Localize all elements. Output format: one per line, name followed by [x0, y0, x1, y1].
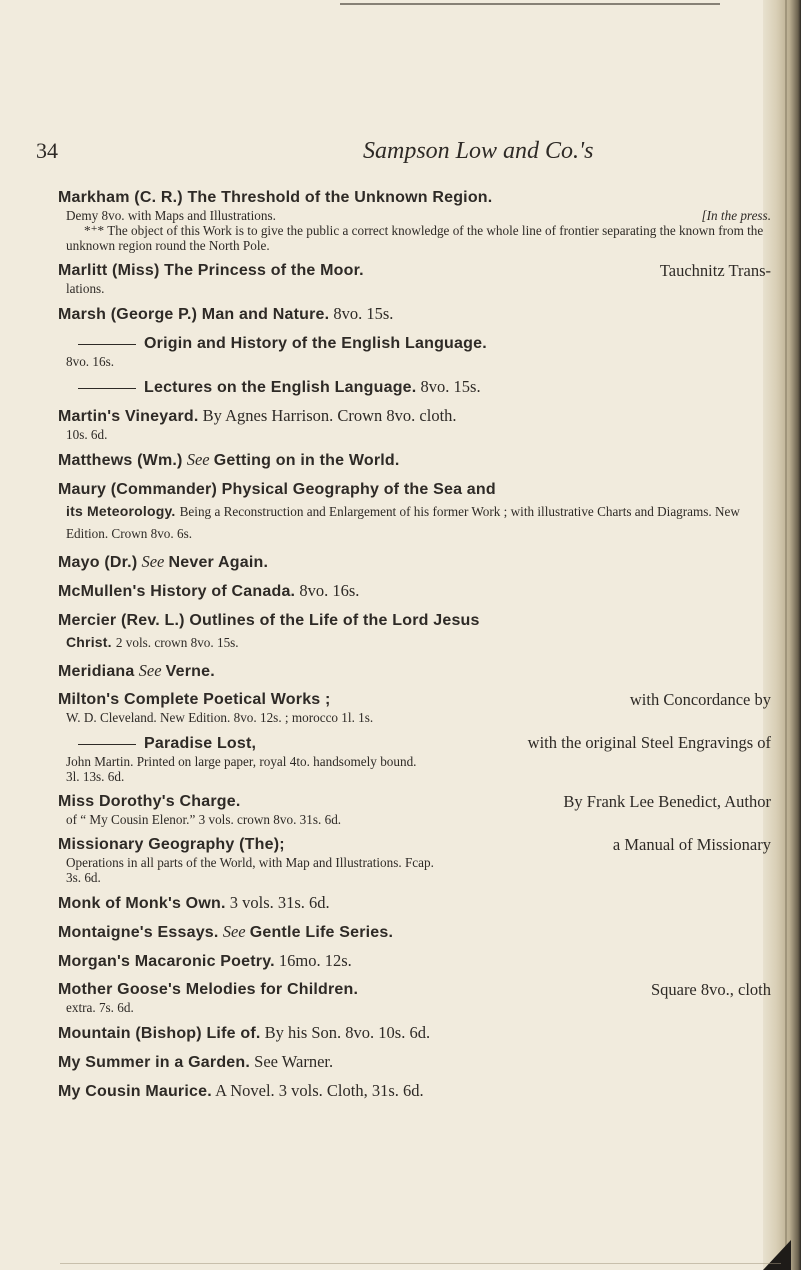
- entry-details: 3 vols. 31s. 6d.: [229, 893, 330, 912]
- entry-martins-vineyard: [58, 405, 771, 442]
- entry-title: Meridiana: [58, 663, 135, 680]
- see-reference: See: [141, 552, 165, 571]
- entry-reference: Verne.: [165, 663, 215, 680]
- entry-marsh: [58, 303, 771, 325]
- entry-milton: [58, 689, 771, 725]
- details-text: Demy 8vo. with Maps and Illustrations.: [66, 208, 276, 223]
- entry-title: My Summer in a Garden.: [58, 1054, 251, 1071]
- entry-title: Miss Dorothy's Charge.: [58, 793, 241, 810]
- entry-title: Mother Goose's Melodies for Children.: [58, 981, 359, 998]
- entry-title: Mercier (Rev. L.) Outlines of the Life of the Lord Jesus: [58, 612, 480, 629]
- page-number: 34: [36, 138, 58, 163]
- entry-title: Missionary Geography (The);: [58, 836, 285, 853]
- entry-matthews: [58, 449, 771, 471]
- entry-markham: [58, 186, 771, 253]
- entry-details: a Manual of Missionary: [612, 835, 771, 854]
- ditto-rule: [78, 344, 136, 345]
- entry-reference: Gentle Life Series.: [249, 924, 394, 941]
- running-head: [0, 138, 801, 178]
- entry-title: Lectures on the English Language.: [144, 379, 417, 396]
- entry-note: *⁺* The object of this Work is to give the public a correct knowledge of the whole line of frontier separating the known from the unknown region round the North Pole.: [66, 223, 764, 253]
- entry-maury: [58, 478, 771, 544]
- entry-details: with the original Steel Engravings of: [527, 733, 771, 752]
- see-reference: See: [138, 661, 162, 680]
- entry-details: 8vo. 15s.: [420, 377, 481, 396]
- entry-details: By his Son. 8vo. 10s. 6d.: [264, 1023, 431, 1042]
- entry-mayo: [58, 551, 771, 573]
- entry-details-cont: of “ My Cousin Elenor.” 3 vols. crown 8vo. 31s. 6d.: [66, 812, 342, 827]
- entry-mcmullen: [58, 580, 771, 602]
- entry-meridiana: [58, 660, 771, 682]
- entry-title: Montaigne's Essays.: [58, 924, 219, 941]
- entry-title: Mayo (Dr.): [58, 554, 138, 571]
- entry-details: 2 vols. crown 8vo. 15s.: [115, 635, 239, 650]
- entry-title: Marsh (George P.) Man and Nature.: [58, 306, 330, 323]
- press-note: [In the press.: [701, 208, 771, 223]
- entry-monk: [58, 892, 771, 914]
- entry-continuation: lations.: [66, 281, 105, 296]
- entry-montaigne: [58, 921, 771, 943]
- entry-details: Tauchnitz Trans-: [659, 261, 771, 280]
- entry-details: Square 8vo., cloth: [650, 980, 771, 999]
- entry-my-cousin: [58, 1080, 771, 1102]
- entry-paradise-lost: [58, 732, 771, 784]
- entry-price: extra. 7s. 6d.: [66, 1000, 134, 1015]
- bottom-rule: [60, 1263, 781, 1264]
- entry-marlitt: [58, 260, 771, 296]
- entry-title: McMullen's History of Canada.: [58, 583, 296, 600]
- entry-title: Monk of Monk's Own.: [58, 895, 226, 912]
- entry-title: Mountain (Bishop) Life of.: [58, 1025, 261, 1042]
- entry-details: By Frank Lee Benedict, Author: [563, 792, 771, 811]
- entry-details: See Warner.: [254, 1052, 334, 1071]
- entry-price: 3l. 13s. 6d.: [66, 769, 125, 784]
- entry-details-cont: Operations in all parts of the World, with Map and Illustrations. Fcap.: [66, 855, 434, 870]
- entry-title-cont: its Meteorology.: [66, 503, 176, 519]
- entry-mercier: [58, 609, 771, 653]
- entry-title: Marlitt (Miss) The Princess of the Moor.: [58, 262, 364, 279]
- entry-details-cont: John Martin. Printed on large paper, royal 4to. handsomely bound.: [66, 754, 417, 769]
- entry-title: Markham (C. R.) The Threshold of the Unknown Region.: [58, 189, 493, 206]
- entry-details: 8vo. 16s.: [66, 354, 114, 369]
- entry-details: By Agnes Harrison. Crown 8vo. cloth.: [202, 406, 457, 425]
- entry-title: Maury (Commander) Physical Geography of the Sea and: [58, 481, 496, 498]
- entry-miss-dorothy: [58, 791, 771, 827]
- entry-title: Origin and History of the English Language.: [144, 335, 487, 352]
- entry-details: with Concordance by: [629, 690, 771, 709]
- entry-title: Morgan's Macaronic Poetry.: [58, 953, 275, 970]
- entry-mountain: [58, 1022, 771, 1044]
- entry-my-summer: [58, 1051, 771, 1073]
- entry-title: My Cousin Maurice.: [58, 1083, 212, 1100]
- entry-details: Being a Reconstruction and Enlargement of his former Work ; with illustrative Charts and Diagrams. New Edition. Crown 8vo. 6s.: [66, 504, 740, 541]
- entry-title-cont: Christ.: [66, 634, 112, 650]
- see-reference: See: [222, 922, 246, 941]
- entry-title: Milton's Complete Poetical Works ;: [58, 691, 331, 708]
- entry-reference: Getting on in the World.: [213, 452, 400, 469]
- entry-title: Matthews (Wm.): [58, 452, 183, 469]
- entry-morgan: [58, 950, 771, 972]
- catalogue-entries: [58, 186, 771, 1109]
- top-rule: [340, 3, 720, 5]
- entry-title: Martin's Vineyard.: [58, 408, 199, 425]
- ditto-rule: [78, 744, 136, 745]
- entry-reference: Never Again.: [168, 554, 269, 571]
- entry-marsh-origin: [58, 332, 771, 369]
- page-edge-line: [785, 0, 787, 1270]
- entry-marsh-lectures: [58, 376, 771, 398]
- entry-details: 16mo. 12s.: [278, 951, 352, 970]
- entry-details: A Novel. 3 vols. Cloth, 31s. 6d.: [215, 1081, 424, 1100]
- entry-details: 8vo. 16s.: [299, 581, 360, 600]
- entry-title: Paradise Lost,: [144, 735, 257, 752]
- entry-missionary-geography: [58, 834, 771, 885]
- entry-details: 8vo. 15s.: [333, 304, 394, 323]
- entry-mother-goose: [58, 979, 771, 1015]
- entry-details: [66, 208, 771, 223]
- header-title: Sampson Low and Co.'s: [363, 138, 594, 164]
- entry-price: 3s. 6d.: [66, 870, 101, 885]
- ditto-rule: [78, 388, 136, 389]
- see-reference: See: [186, 450, 210, 469]
- entry-price: 10s. 6d.: [66, 427, 108, 442]
- entry-details-cont: W. D. Cleveland. New Edition. 8vo. 12s. ; morocco 1l. 1s.: [66, 710, 374, 725]
